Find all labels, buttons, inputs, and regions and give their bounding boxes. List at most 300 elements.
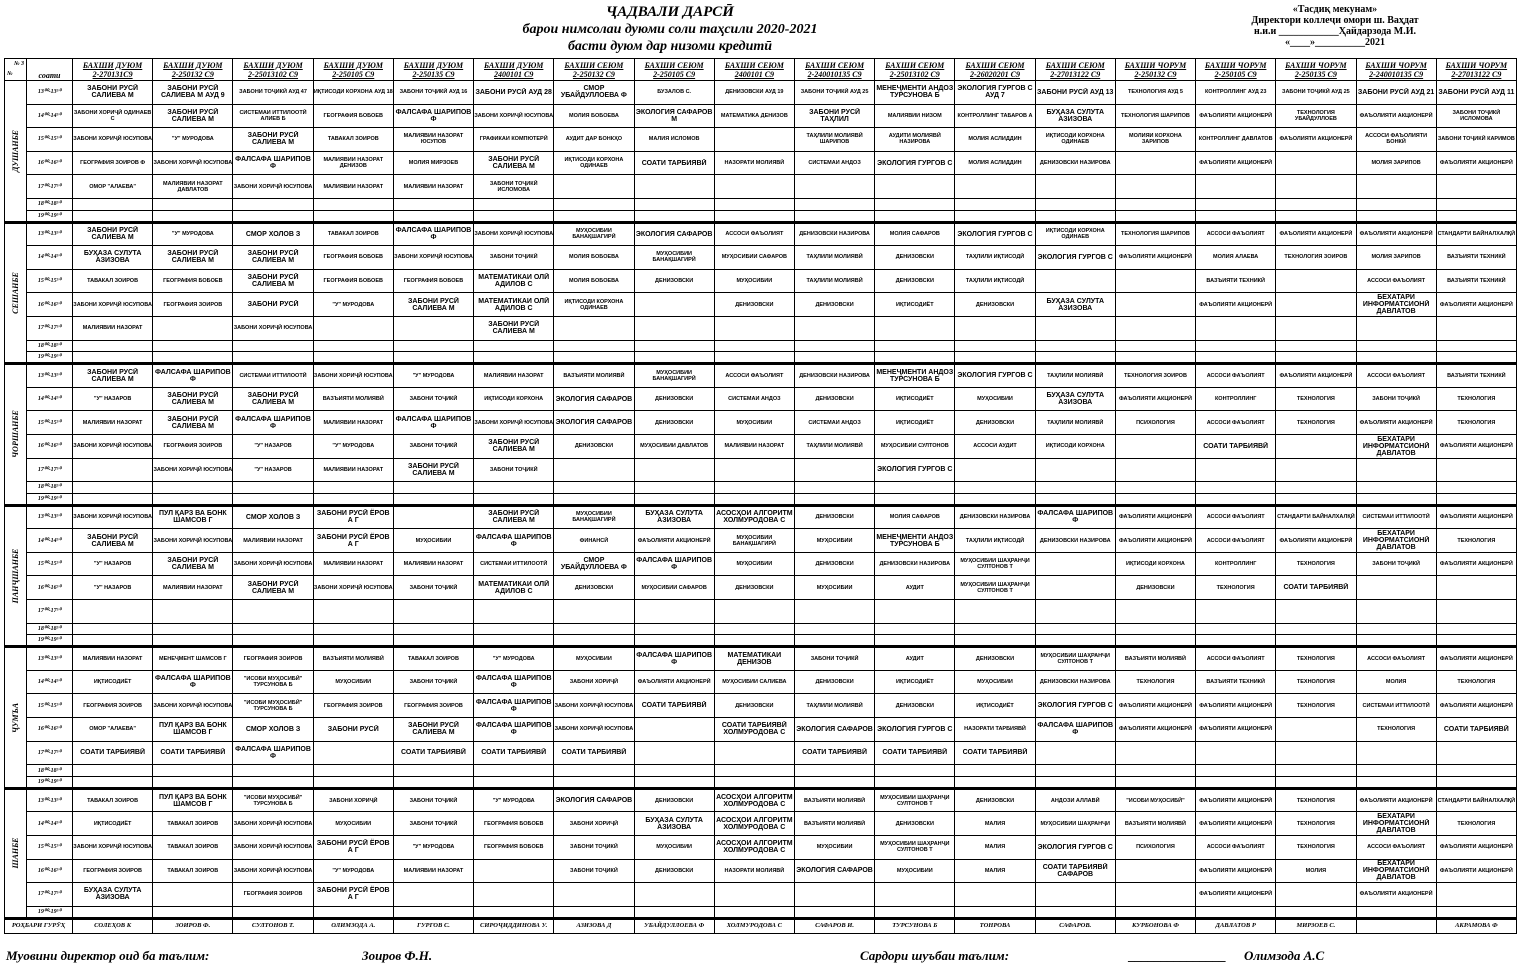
lesson-cell: СОАТИ ТАРБИЯВӢ	[955, 741, 1035, 765]
schedule-row	[5, 210, 1517, 222]
lesson-cell: ЗАБОНИ ХОРИҶӢ ЮСУПОВА	[233, 859, 313, 883]
lesson-cell: ФАЪОЛИЯТИ АКЦИОНЕРӢ	[1356, 104, 1436, 128]
lesson-cell: МУҲОСИБИИ	[313, 670, 393, 694]
lesson-cell: ФАЪОЛИЯТИ АКЦИОНЕРӢ	[1196, 104, 1276, 128]
lesson-cell	[313, 906, 393, 918]
lesson-cell: ПСИХОЛОГИЯ	[1115, 836, 1195, 860]
page-subtitle: барои нимсолаи дуюми соли таҳсили 2020-2021	[522, 22, 818, 37]
lesson-cell: ТАВАКАЛ ЗОИРОВ	[153, 859, 233, 883]
lesson-cell	[1356, 777, 1436, 789]
time-slot: 19⁰⁰-19⁵⁰	[27, 906, 73, 918]
group-section: БАХШИ ДУЮМ	[484, 60, 544, 70]
time-slot: 19⁰⁰-19⁵⁰	[27, 777, 73, 789]
lesson-cell: ИҚТИСОДИЁТ	[73, 812, 153, 836]
lesson-cell: ТЕХНОЛОГИЯ	[1436, 411, 1516, 435]
lesson-cell: СИСТЕМАИ ИТТИЛООТӢ	[474, 552, 554, 576]
lesson-cell: ТЕХНОЛОГИЯ	[1276, 788, 1356, 812]
lesson-cell: СИСТЕМАИ АНДОЗ	[714, 387, 794, 411]
lesson-cell	[634, 482, 714, 494]
lesson-cell: ТАҲЛИЛИ МОЛИЯВӢ	[794, 694, 874, 718]
lesson-cell: БУЗАЛОВ С.	[634, 81, 714, 105]
lesson-cell	[153, 493, 233, 505]
lesson-cell: ФАЪОЛИЯТИ АКЦИОНЕРӢ	[1436, 694, 1516, 718]
lesson-cell: ЗАБОНИ ТОҶИКӢ	[393, 387, 473, 411]
lesson-cell	[554, 316, 634, 340]
lesson-cell	[714, 128, 794, 152]
time-slot: 18⁰⁰-18⁵⁰	[27, 198, 73, 210]
group-section: БАХШИ ДУЮМ	[403, 60, 464, 70]
lesson-cell	[313, 600, 393, 624]
lesson-cell	[153, 316, 233, 340]
time-slot: 19⁰⁰-19⁵⁰	[27, 635, 73, 647]
lesson-cell	[1276, 718, 1356, 742]
lesson-cell: ТЕХНОЛОГИЯ	[1276, 670, 1356, 694]
lesson-cell: ВАЗЪИЯТИ ТЕХНИКӢ	[1436, 364, 1516, 388]
lesson-cell: СОАТИ ТАРБИЯВӢ	[634, 151, 714, 175]
schedule-row	[5, 647, 1517, 671]
lesson-cell: ТЕХНОЛОГИЯ ЗОИРОВ	[1115, 364, 1195, 388]
lesson-cell: ТАҲЛИЛИ ИҚТИСОДӢ	[955, 246, 1035, 270]
lesson-cell: ВАЗЪИЯТИ МОЛИЯВӢ	[794, 812, 874, 836]
lesson-cell: ДЕНИЗОВСКИ	[875, 812, 955, 836]
lesson-cell: ГЕОГРАФИЯ ЗОИРОВ	[233, 647, 313, 671]
group-section: БАХШИ ДУЮМ	[243, 60, 303, 70]
lesson-cell: ЗАБОНИ РУСӢ САЛИЕВА М	[233, 576, 313, 600]
lesson-cell: АУДИТ	[875, 576, 955, 600]
lesson-cell	[554, 777, 634, 789]
lesson-cell: МУҲОСИБИИ	[393, 529, 473, 553]
lesson-cell: ФАЛСАФА ШАРИПОВ Ф	[474, 694, 554, 718]
lesson-cell	[955, 458, 1035, 482]
group-code: 2-26020201 С9	[970, 69, 1021, 79]
lesson-cell	[634, 635, 714, 647]
lesson-cell	[1115, 151, 1195, 175]
lesson-cell: АССОСИ ФАЪОЛИЯТ	[1356, 269, 1436, 293]
lesson-cell: БУҲАЗА СУЛУТА АЗИЗОВА	[1035, 104, 1115, 128]
schedule-row	[5, 836, 1517, 860]
lesson-cell: ТЕХНОЛОГИЯ	[1276, 694, 1356, 718]
lesson-cell	[474, 777, 554, 789]
lesson-cell: ИҚТИСОДИЁТ	[875, 670, 955, 694]
lesson-cell: ЗАБОНИ ТОҶИКӢ	[474, 246, 554, 270]
lesson-cell: ИҚТИСОДИ КОРХОНА	[1035, 434, 1115, 458]
lesson-cell	[1436, 765, 1516, 777]
lesson-cell: ЗАБОНИ ХОРИҶӢ ЮСУПОВА	[233, 552, 313, 576]
group-header	[1196, 59, 1276, 81]
lesson-cell: АССОСИ ФАЪОЛИЯТ	[714, 364, 794, 388]
lesson-cell: ЗАБОНИ РУСӢ САЛИЕВА М	[474, 505, 554, 529]
lesson-cell: ИҚТИСОДИ КОРХОНА	[474, 387, 554, 411]
time-slot: 13⁰⁰-13⁵⁰	[27, 81, 73, 105]
footer-right-line: _______________	[1128, 948, 1226, 963]
group-header	[474, 59, 554, 81]
lesson-cell	[73, 210, 153, 222]
lesson-cell	[955, 777, 1035, 789]
lesson-cell	[1276, 482, 1356, 494]
lesson-cell: ДЕНИЗОВСКИ	[955, 788, 1035, 812]
group-teacher: МИРЗОЕВ С.	[1276, 918, 1356, 933]
lesson-cell: ЗАБОНИ ТОҶИКӢ	[393, 812, 473, 836]
lesson-cell	[634, 210, 714, 222]
lesson-cell	[794, 623, 874, 635]
lesson-cell: АУДИТИ МОЛИЯВӢ НАЗИРОВА	[875, 128, 955, 152]
corner-top: № 3	[14, 61, 24, 67]
lesson-cell	[313, 210, 393, 222]
lesson-cell: КОНТРОЛЛИНГ	[1196, 552, 1276, 576]
lesson-cell: ИҚТИСОДИЁТ	[955, 694, 1035, 718]
lesson-cell	[714, 765, 794, 777]
lesson-cell	[634, 741, 714, 765]
lesson-cell	[794, 210, 874, 222]
lesson-cell	[634, 198, 714, 210]
schedule-row	[5, 198, 1517, 210]
lesson-cell	[955, 198, 1035, 210]
group-teacher: КУРБОНОВА Ф	[1115, 918, 1195, 933]
lesson-cell	[1276, 175, 1356, 199]
lesson-cell	[1035, 210, 1115, 222]
lesson-cell	[634, 293, 714, 317]
group-header	[955, 59, 1035, 81]
lesson-cell: ДЕНИЗОВСКИ	[554, 434, 634, 458]
lesson-cell	[1115, 293, 1195, 317]
lesson-cell	[1115, 340, 1195, 352]
lesson-cell: ФАЪОЛИЯТИ АКЦИОНЕРӢ	[1196, 788, 1276, 812]
lesson-cell	[1276, 765, 1356, 777]
lesson-cell	[153, 623, 233, 635]
lesson-cell: ЗАБОНИ РУСӢ АУД 21	[1356, 81, 1436, 105]
lesson-cell: ЗАБОНИ ТОҶИКӢ КАРИМОВ	[1436, 128, 1516, 152]
lesson-cell: ФАЪОЛИЯТИ АКЦИОНЕРӢ	[1115, 529, 1195, 553]
lesson-cell: МУҲОСИБИИ САЛИЕВА	[714, 670, 794, 694]
lesson-cell	[875, 482, 955, 494]
lesson-cell: ФАЪОЛИЯТИ АКЦИОНЕРӢ	[1196, 718, 1276, 742]
lesson-cell: МУҲОСИБИИ	[714, 269, 794, 293]
lesson-cell: ТЕХНОЛОГИЯ ШАРИПОВ	[1115, 104, 1195, 128]
lesson-cell: ТАВАКАЛ ЗОИРОВ	[153, 836, 233, 860]
lesson-cell: ДЕНИЗОВСКИ	[554, 576, 634, 600]
lesson-cell: ЗАБОНИ ХОРИҶӢ	[554, 670, 634, 694]
lesson-cell: СИСТЕМАИ ИТТИЛООТӢ	[233, 364, 313, 388]
lesson-cell: ЗАБОНИ РУСӢ ТАҲЛИЛ	[794, 104, 874, 128]
lesson-cell	[153, 600, 233, 624]
lesson-cell: БЕХАТАРИ ИНФОРМАТСИОНӢ ДАВЛАТОВ	[1356, 434, 1436, 458]
schedule-row	[5, 269, 1517, 293]
lesson-cell: МЕНЕҶМЕНТИ АНДОЗ ТУРСУНОВА Б	[875, 364, 955, 388]
lesson-cell: ВАЗЪИЯТИ МОЛИЯВӢ	[1115, 647, 1195, 671]
lesson-cell: ЗАБОНИ ХОРИҶӢ ЮСУПОВА	[233, 316, 313, 340]
lesson-cell: МОЛИЯ БОБОЕВА	[554, 246, 634, 270]
lesson-cell: ФАЪОЛИЯТИ АКЦИОНЕРӢ	[634, 529, 714, 553]
time-slot: 14⁰⁰-14⁵⁰	[27, 246, 73, 270]
lesson-cell: ТАВАКАЛ ЗОИРОВ	[313, 222, 393, 246]
lesson-cell: ИҚТИСОДИЁТ	[875, 293, 955, 317]
group-code: 2-270131С9	[92, 69, 133, 79]
lesson-cell	[554, 623, 634, 635]
group-teacher	[1356, 918, 1436, 933]
lesson-cell: "ИСОБИ МУҲОСИБӢ" ТУРСУНОВА Б	[233, 694, 313, 718]
approval-line-2: Директори коллеҷи омори ш. Ваҳдат	[1251, 15, 1419, 26]
lesson-cell: ТЕХНОЛОГИЯ	[1276, 387, 1356, 411]
lesson-cell	[393, 505, 473, 529]
schedule-row	[5, 482, 1517, 494]
lesson-cell: МУҲОСИБИИ ШАҲРАНҶИ СУЛТОНОВ Т	[875, 788, 955, 812]
lesson-cell: МАЛИЯВИИ НАЗОРАТ	[233, 529, 313, 553]
schedule-row	[5, 104, 1517, 128]
lesson-cell: ИҚТИСОДИ КОРХОНА ОДИНАЕВ	[1035, 222, 1115, 246]
schedule-row	[5, 458, 1517, 482]
lesson-cell: ЗАБОНИ РУСӢ ЁРОВ А Г	[313, 529, 393, 553]
schedule-row	[5, 600, 1517, 624]
lesson-cell	[73, 493, 153, 505]
lesson-cell: ГЕОГРАФИЯ БОБОЕВ	[313, 269, 393, 293]
lesson-cell	[875, 340, 955, 352]
lesson-cell: АСОСҲОИ АЛГОРИТМ ХОЛМУРОДОВА С	[714, 788, 794, 812]
lesson-cell	[1196, 210, 1276, 222]
lesson-cell: ЗАБОНИ РУСӢ САЛИЕВА М	[393, 718, 473, 742]
day-label-cell	[5, 647, 27, 789]
lesson-cell: МОЛИЯ АСЛИДДИН	[955, 151, 1035, 175]
lesson-cell: ГЕОГРАФИЯ ЗОИРОВ	[393, 694, 473, 718]
lesson-cell: МАЛИЯВИИ НАЗОРАТ	[313, 411, 393, 435]
group-section: БАХШИ ЧОРУМ	[1124, 60, 1187, 70]
lesson-cell: МОЛИЯ МИРЗОЕВ	[393, 151, 473, 175]
group-section: БАХШИ СЕЮМ	[644, 60, 704, 70]
lesson-cell: МУҲОСИБИИ СУЛТОНОВ	[875, 434, 955, 458]
lesson-cell: ЗАБОНИ ХОРИҶӢ ЮСУПОВА	[474, 411, 554, 435]
lesson-cell: МОЛИЯ	[1276, 859, 1356, 883]
lesson-cell: МАТЕМАТИКАИ ОЛӢ АДИЛОВ С	[474, 269, 554, 293]
lesson-cell	[554, 210, 634, 222]
lesson-cell: СМОР УБАЙДУЛЛОЕВА Ф	[554, 81, 634, 105]
lesson-cell	[714, 210, 794, 222]
lesson-cell: МАЛИЯВИИ НАЗОРАТ	[313, 175, 393, 199]
lesson-cell	[1276, 493, 1356, 505]
lesson-cell	[794, 600, 874, 624]
lesson-cell: ЗАБОНИ РУСӢ ЁРОВ А Г	[313, 836, 393, 860]
lesson-cell: ЗАБОНИ РУСӢ САЛИЕВА М	[73, 529, 153, 553]
lesson-cell: МАЛИЯВИИ НАЗОРАТ	[393, 859, 473, 883]
lesson-cell	[73, 765, 153, 777]
lesson-cell	[233, 198, 313, 210]
lesson-cell: ТЕХНОЛОГИЯ	[1436, 387, 1516, 411]
lesson-cell	[955, 623, 1035, 635]
lesson-cell	[153, 777, 233, 789]
group-teacher: АЗИЗОВА Д	[554, 918, 634, 933]
lesson-cell: БУҲАЗА СУЛУТА АЗИЗОВА	[73, 246, 153, 270]
lesson-cell: СИСТЕМАИ ИТТИЛООТӢ	[1356, 505, 1436, 529]
lesson-cell: ФАЪОЛИЯТИ АКЦИОНЕРӢ	[1436, 151, 1516, 175]
time-slot: 17⁰⁰-17⁵⁰	[27, 458, 73, 482]
lesson-cell	[875, 352, 955, 364]
group-teacher: АКРАМОВА Ф	[1436, 918, 1516, 933]
lesson-cell: ЗАБОНИ ТОҶИКӢ ИСЛОМОВА	[474, 175, 554, 199]
lesson-cell: "У" НАЗАРОВ	[233, 458, 313, 482]
lesson-cell: ФАЪОЛИЯТИ АКЦИОНЕРӢ	[1276, 128, 1356, 152]
lesson-cell: ДЕНИЗОВСКИ	[794, 293, 874, 317]
lesson-cell: "ИСОБИ МУҲОСИБӢ" ТУРСУНОВА Б	[233, 788, 313, 812]
lesson-cell	[1196, 340, 1276, 352]
lesson-cell: ЗАБОНИ РУСӢ САЛИЕВА М	[73, 81, 153, 105]
lesson-cell: СОАТИ ТАРБИЯВӢ	[153, 741, 233, 765]
lesson-cell: ЗАБОНИ РУСӢ САЛИЕВА М	[474, 151, 554, 175]
lesson-cell: СОАТИ ТАРБИЯВӢ	[634, 694, 714, 718]
lesson-cell: НАЗОРАТИ МОЛИЯВӢ	[714, 151, 794, 175]
lesson-cell: ФАЪОЛИЯТИ АКЦИОНЕРӢ	[1115, 694, 1195, 718]
group-teacher: ХОЛМУРОДОВА С	[714, 918, 794, 933]
lesson-cell: ЭКОЛОГИЯ ГУРГОВ С	[1035, 836, 1115, 860]
time-slot: 16⁰⁰-16⁵⁰	[27, 293, 73, 317]
lesson-cell: ЭКОЛОГИЯ САФАРОВ	[554, 788, 634, 812]
lesson-cell: СИСТЕМАИ ИТТИЛООТӢ	[1356, 694, 1436, 718]
lesson-cell	[554, 493, 634, 505]
lesson-cell	[1436, 352, 1516, 364]
schedule-row	[5, 741, 1517, 765]
footer-left-label: Муовини директор оид ба таълим:	[6, 948, 210, 963]
time-slot: 15⁰⁰-15⁵⁰	[27, 694, 73, 718]
time-slot: 18⁰⁰-18⁵⁰	[27, 765, 73, 777]
lesson-cell	[474, 859, 554, 883]
lesson-cell: ФАЪОЛИЯТИ АКЦИОНЕРӢ	[1196, 694, 1276, 718]
lesson-cell: ЭКОЛОГИЯ САФАРОВ	[634, 222, 714, 246]
lesson-cell: ЗАБОНИ РУСӢ САЛИЕВА М	[153, 411, 233, 435]
lesson-cell	[875, 635, 955, 647]
lesson-cell: МАЛИЯ	[955, 836, 1035, 860]
lesson-cell: МАЛИЯВИИ НАЗОРАТ	[73, 647, 153, 671]
lesson-cell: ЗАБОНИ ХОРИҶӢ ЮСУПОВА	[233, 836, 313, 860]
lesson-cell: "У" МУРОДОВА	[313, 293, 393, 317]
lesson-cell: БУҲАЗА СУЛУТА АЗИЗОВА	[1035, 293, 1115, 317]
lesson-cell: ЗАБОНИ ТОҶИКӢ АУД 47	[233, 81, 313, 105]
lesson-cell: ДЕНИЗОВСКИ	[955, 647, 1035, 671]
lesson-cell: ЗАБОНИ ТОҶИКӢ	[554, 859, 634, 883]
schedule-row	[5, 718, 1517, 742]
lesson-cell: ТЕХНОЛОГИЯ	[1436, 670, 1516, 694]
lesson-cell: ВАЗЪИЯТИ МОЛИЯВӢ	[554, 364, 634, 388]
lesson-cell	[393, 352, 473, 364]
time-header: соати	[27, 59, 73, 81]
lesson-cell	[1196, 175, 1276, 199]
lesson-cell: МОЛИЯ	[1356, 670, 1436, 694]
lesson-cell: ЗАБОНИ ХОРИҶӢ ЮСУПОВА	[153, 694, 233, 718]
lesson-cell	[1276, 352, 1356, 364]
time-slot: 15⁰⁰-15⁵⁰	[27, 552, 73, 576]
lesson-cell: АУДИТ ДАР БОНКҲО	[554, 128, 634, 152]
lesson-cell: "У" НАЗАРОВ	[233, 434, 313, 458]
lesson-cell: МУҲОСИБИИ БАНАҚШАГИРӢ	[634, 364, 714, 388]
lesson-cell: МУҲОСИБИИ САФАРОВ	[714, 246, 794, 270]
lesson-cell	[393, 210, 473, 222]
lesson-cell: ФАЪОЛИЯТИ АКЦИОНЕРӢ	[1276, 364, 1356, 388]
lesson-cell: СТАНДАРТИ БАЙНАЛХАЛҚӢ	[1276, 505, 1356, 529]
schedule-row	[5, 81, 1517, 105]
lesson-cell	[634, 493, 714, 505]
lesson-cell	[1035, 482, 1115, 494]
group-teacher: СИРОҶИДДИНОВА У.	[474, 918, 554, 933]
lesson-cell: БУҲАЗА СУЛУТА АЗИЗОВА	[634, 505, 714, 529]
lesson-cell	[393, 777, 473, 789]
lesson-cell: ЭКОЛОГИЯ САФАРОВ М	[634, 104, 714, 128]
lesson-cell	[955, 906, 1035, 918]
time-slot: 18⁰⁰-18⁵⁰	[27, 482, 73, 494]
lesson-cell	[875, 883, 955, 907]
lesson-cell: МАЛИЯВИИ НАЗОРАТ	[313, 458, 393, 482]
lesson-cell	[1115, 316, 1195, 340]
lesson-cell	[634, 906, 714, 918]
lesson-cell: ЗАБОНИ РУСӢ АУД 28	[474, 81, 554, 105]
lesson-cell: МОЛИЯ САФАРОВ	[875, 222, 955, 246]
lesson-cell	[73, 906, 153, 918]
lesson-cell: МУҲОСИБИИ САФАРОВ	[634, 576, 714, 600]
lesson-cell	[714, 883, 794, 907]
time-slot: 14⁰⁰-14⁵⁰	[27, 104, 73, 128]
lesson-cell	[393, 635, 473, 647]
schedule-row	[5, 765, 1517, 777]
lesson-cell	[474, 493, 554, 505]
time-slot: 16⁰⁰-16⁵⁰	[27, 434, 73, 458]
lesson-cell: МУҲОСИБИИ	[955, 387, 1035, 411]
lesson-cell: ДЕНИЗОВСКИ	[875, 269, 955, 293]
time-slot: 15⁰⁰-15⁵⁰	[27, 128, 73, 152]
time-slot: 17⁰⁰-17⁵⁰	[27, 741, 73, 765]
lesson-cell: ФАЛСАФА ШАРИПОВ Ф	[393, 104, 473, 128]
lesson-cell	[474, 883, 554, 907]
lesson-cell: ЗАБОНИ ТОҶИКӢ	[393, 576, 473, 600]
lesson-cell: ЗАБОНИ ХОРИҶӢ ЮСУПОВА	[153, 529, 233, 553]
lesson-cell: МАЛИЯВИИ НАЗОРАТ	[153, 576, 233, 600]
footer-left-name: Зоиров Ф.Н.	[362, 948, 433, 963]
lesson-cell	[153, 198, 233, 210]
lesson-cell: ДЕНИЗОВСКИ НАЗИРОВА	[955, 505, 1035, 529]
lesson-cell	[1035, 552, 1115, 576]
lesson-cell: МАТЕМАТИКАИ ОЛӢ АДИЛОВ С	[474, 576, 554, 600]
lesson-cell	[1115, 859, 1195, 883]
lesson-cell	[1035, 741, 1115, 765]
lesson-cell	[313, 198, 393, 210]
lesson-cell: ДЕНИЗОВСКИ	[955, 411, 1035, 435]
group-header	[634, 59, 714, 81]
lesson-cell	[1115, 198, 1195, 210]
lesson-cell: ЗАБОНИ ТОҶИКӢ АУД 25	[794, 81, 874, 105]
lesson-cell	[714, 458, 794, 482]
lesson-cell	[1436, 175, 1516, 199]
lesson-cell: ОМОР "АЛАЕВА"	[73, 175, 153, 199]
lesson-cell: БЕХАТАРИ ИНФОРМАТСИОНӢ ДАВЛАТОВ	[1356, 529, 1436, 553]
lesson-cell: ДЕНИЗОВСКИ НАЗИРОВА	[794, 364, 874, 388]
lesson-cell: МУҲОСИБИИ	[794, 576, 874, 600]
lesson-cell: ФАЪОЛИЯТИ АКЦИОНЕРӢ	[1196, 812, 1276, 836]
lesson-cell: ПСИХОЛОГИЯ	[1115, 411, 1195, 435]
lesson-cell: СОАТИ ТАРБИЯВӢ	[73, 741, 153, 765]
lesson-cell: ЗАБОНИ РУСӢ САЛИЕВА М	[73, 364, 153, 388]
schedule-row	[5, 128, 1517, 152]
lesson-cell: "У" МУРОДОВА	[474, 647, 554, 671]
lesson-cell: ДЕНИЗОВСКИ	[794, 387, 874, 411]
lesson-cell: ФАЪОЛИЯТИ АКЦИОНЕРӢ	[1436, 859, 1516, 883]
schedule-row	[5, 316, 1517, 340]
lesson-cell	[1276, 741, 1356, 765]
corner-bottom: №	[7, 71, 13, 77]
group-header	[1276, 59, 1356, 81]
lesson-cell	[73, 600, 153, 624]
lesson-cell: МУҲОСИБИИ	[875, 859, 955, 883]
lesson-cell: ЭКОЛОГИЯ САФАРОВ	[794, 718, 874, 742]
lesson-cell: МЕНЕҶМЕНТИ АНДОЗ ТУРСУНОВА Б	[875, 81, 955, 105]
group-section: БАХШИ ДУЮМ	[323, 60, 383, 70]
time-slot: 16⁰⁰-16⁵⁰	[27, 859, 73, 883]
lesson-cell	[474, 635, 554, 647]
group-header	[1115, 59, 1195, 81]
lesson-cell	[1115, 635, 1195, 647]
